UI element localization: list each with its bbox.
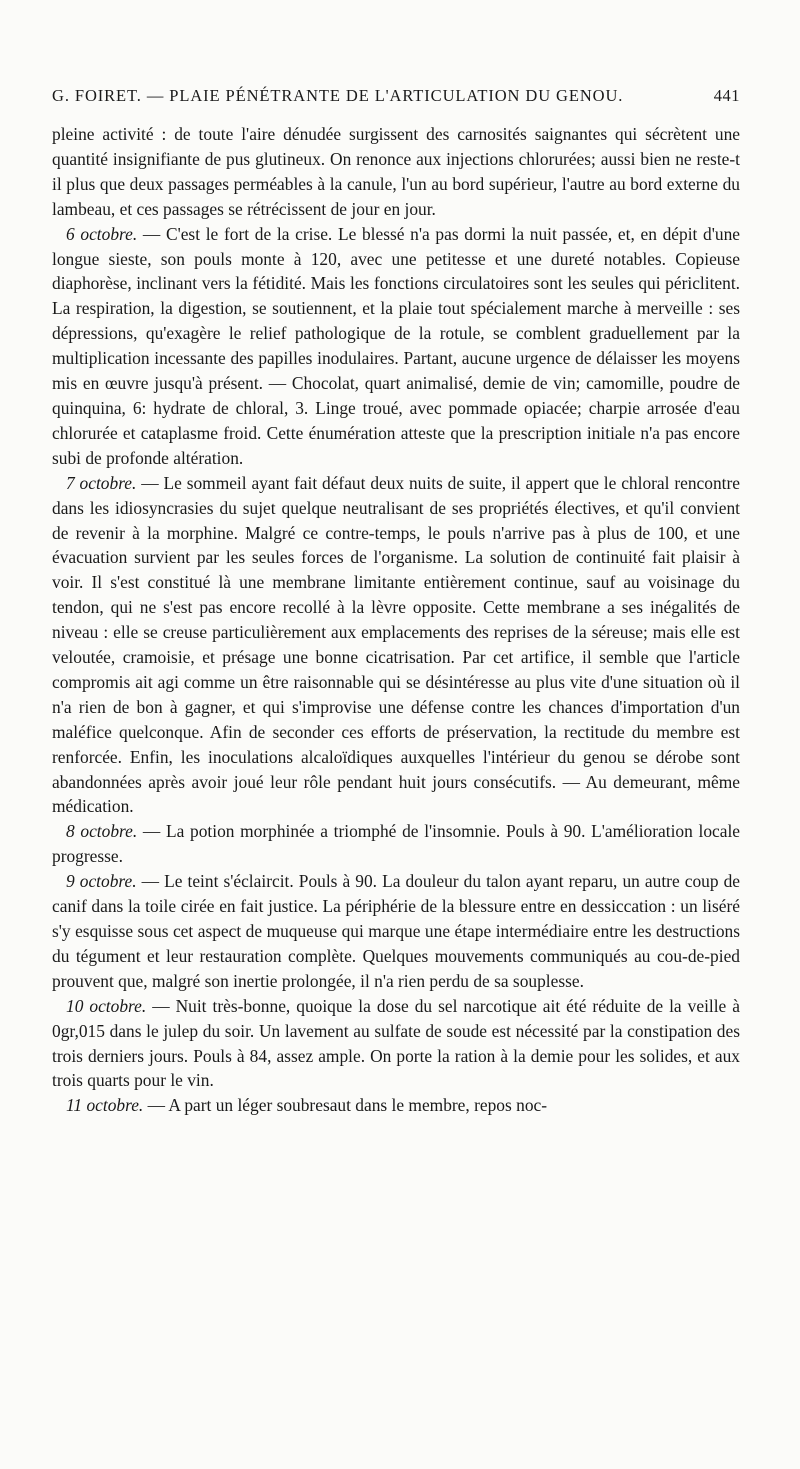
entry-date: 10 octobre. bbox=[66, 995, 147, 1016]
running-header bbox=[52, 84, 740, 114]
entry-text: — C'est le fort de la crise. Le blessé n'a pas dormi la nuit passée, et, en dépit d'une longue sieste, son pouls monte à 120, avec une petitesse et une dureté notables. Copieuse diaphorèse, inclinant vers la fétidité. Mais les fonctions circulatoires sont les seules qui périclitent. La respiration, la digestion, se soutiennent, et la plaie tout spécialement marche à merveille : ses dépressions, qu'exagère le relief pathologique de la rotule, se comblent graduellement par la multiplication incessante des papilles inodulaires. Partant, aucune urgence de délaisser les moyens mis en œuvre jusqu'à présent. — Chocolat, quart animalisé, demie de vin; camomille, poudre de quinquina, 6: hydrate de chloral, 3. Linge troué, avec pommade opiacée; charpie arrosée d'eau chlorurée et cataplasme froid. Cette énumération atteste que la prescription initiale n'a pas encore subi de profonde altération. bbox=[52, 223, 740, 468]
entry-text: — Le sommeil ayant fait défaut deux nuits de suite, il appert que le chloral rencontre dans les idiosyncrasies du sujet quelque neutralisant de ses propriétés électives, et qu'il convient de revenir à la morphine. Malgré ce contre-temps, le pouls n'arrive pas à plus de 100, et une évacuation survient par les seules forces de l'organisme. La solution de continuité fait plaisir à voir. Il s'est constitué là une membrane limitante entièrement continue, sauf au voisinage du tendon, qui ne s'est pas encore recollé à la lèvre opposite. Cette membrane a ses inégalités de niveau : elle se creuse particulièrement aux emplacements des reprises de la séreuse; mais elle est veloutée, cramoisie, et présage une bonne cicatrisation. Par cet artifice, il semble que l'article compromis ait agi comme un être raisonnable qui se désintéresse au plus vite d'une situation où il n'a rien de bon à gagner, et qui s'improvise une défense contre les chances d'importation d'un maléfice quelconque. Afin de seconder ces efforts de préservation, la rectitude du membre est renforcée. Enfin, les inoculations alcaloïdiques auxquelles l'intérieur du genou se dérobe sont abandonnées après avoir joué leur rôle pendant huit jours consécutifs. — Au demeurant, même médication. bbox=[52, 472, 740, 817]
entry-date: 7 octobre. bbox=[66, 472, 137, 493]
page-number: 441 bbox=[713, 86, 740, 105]
entry-text: — Le teint s'éclaircit. Pouls à 90. La douleur du talon ayant reparu, un autre coup de canif dans la toile cirée en fait justice. La périphérie de la blessure entre en dessiccation : un liséré s'y esquisse sous cet aspect de muqueuse qui marque une étape intermédiaire entre les destructions du tégument et leur restauration complète. Quelques mouvements communiqués au cou-de-pied prouvent que, malgré son inertie prolongée, il n'a rien perdu de sa souplesse. bbox=[52, 871, 741, 991]
diary-entry bbox=[52, 222, 740, 471]
entry-text: — Nuit très-bonne, quoique la dose du sel narcotique ait été réduite de la veille à 0gr,015 dans le julep du soir. Un lavement au sulfate de soude est nécessité par la constipation des trois derniers jours. Pouls à 84, assez ample. On porte la ration à la demie pour les solides, et aux trois quarts pour le vin. bbox=[52, 995, 740, 1091]
entry-date: 11 octobre. bbox=[66, 1095, 144, 1116]
entry-date: 8 octobre. bbox=[66, 821, 138, 842]
paragraph-text: pleine activité : de toute l'aire dénudée surgissent des carnosités saignantes qui sécrètent une quantité insignifiante de pus glutineux. On renonce aux injections chlorurées; aussi bien ne reste-t il plus que deux passages perméables à la canule, l'un au bord supérieur, l'autre au bord externe du lambeau, et ces passages se rétrécissent de jour en jour. bbox=[52, 124, 740, 219]
diary-entry bbox=[52, 994, 740, 1094]
diary-entry bbox=[52, 1093, 740, 1118]
diary-entry bbox=[52, 869, 740, 994]
entry-date: 6 octobre. bbox=[66, 223, 138, 244]
entry-text: — La potion morphinée a triomphé de l'insomnie. Pouls à 90. L'amélioration locale progresse. bbox=[52, 821, 740, 867]
entry-text: — A part un léger soubresaut dans le membre, repos noc- bbox=[143, 1095, 548, 1116]
diary-entry bbox=[52, 471, 740, 820]
paragraph-continuation bbox=[52, 122, 740, 222]
entry-date: 9 octobre. bbox=[66, 871, 137, 892]
diary-entry bbox=[52, 819, 740, 869]
running-title: G. FOIRET. — PLAIE PÉNÉTRANTE DE L'ARTICULATION DU GENOU. bbox=[52, 86, 624, 105]
